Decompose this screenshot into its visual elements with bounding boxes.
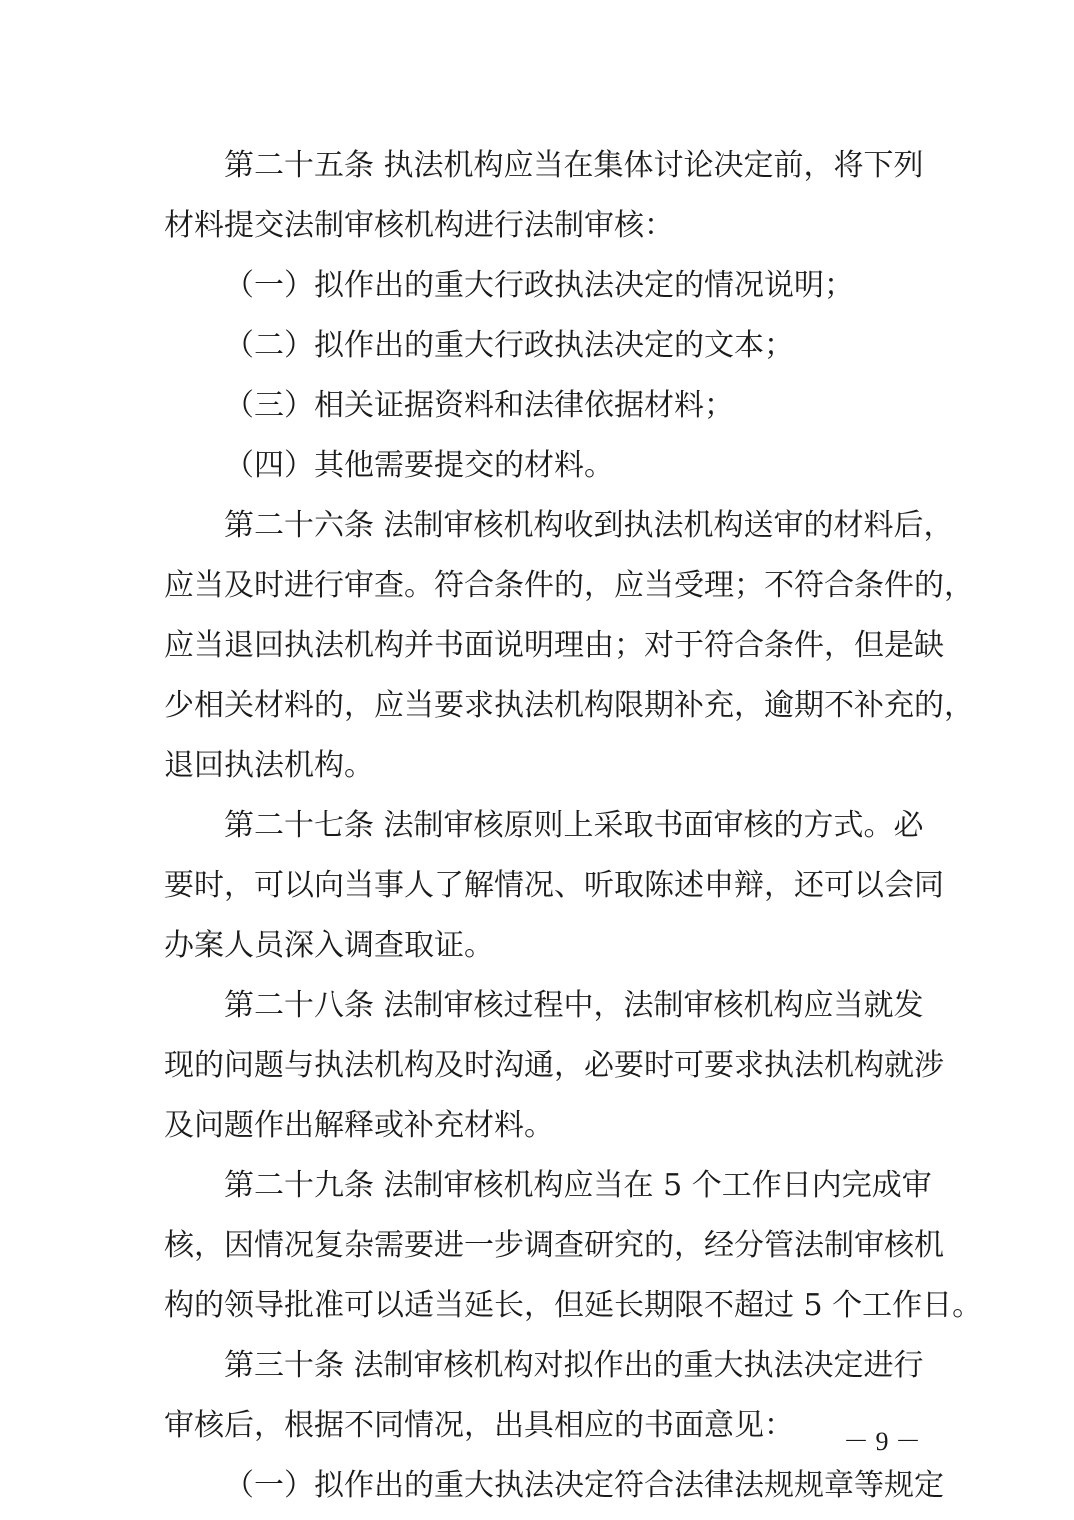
article-27-line-3: 办案人员深入调查取证。 [164, 928, 494, 963]
article-25-item-2: （二）拟作出的重大行政执法决定的文本； [224, 328, 794, 363]
article-30-line-1: 第三十条 法制审核机构对拟作出的重大执法决定进行 [224, 1348, 924, 1383]
article-27-line-2: 要时，可以向当事人了解情况、听取陈述申辩，还可以会同 [164, 868, 944, 903]
article-30-line-2: 审核后，根据不同情况，出具相应的书面意见： [164, 1408, 794, 1443]
article-28-line-2: 现的问题与执法机构及时沟通，必要时可要求执法机构就涉 [164, 1048, 944, 1083]
article-25-line-1: 第二十五条 执法机构应当在集体讨论决定前，将下列 [224, 148, 924, 183]
page-number: － 9 － [842, 1427, 921, 1456]
article-26-line-3: 应当退回执法机构并书面说明理由；对于符合条件，但是缺 [164, 628, 944, 663]
article-26-line-2: 应当及时进行审查。符合条件的，应当受理；不符合条件的， [164, 568, 974, 603]
article-27-line-1: 第二十七条 法制审核原则上采取书面审核的方式。必 [224, 808, 924, 843]
article-26-line-4: 少相关材料的，应当要求执法机构限期补充，逾期不补充的， [164, 688, 974, 723]
article-28-line-1: 第二十八条 法制审核过程中，法制审核机构应当就发 [224, 988, 924, 1023]
article-26-line-5: 退回执法机构。 [164, 748, 374, 783]
article-26-line-1: 第二十六条 法制审核机构收到执法机构送审的材料后， [224, 508, 954, 543]
article-29-line-1: 第二十九条 法制审核机构应当在 5 个工作日内完成审 [224, 1168, 932, 1203]
article-29-line-2: 核，因情况复杂需要进一步调查研究的，经分管法制审核机 [164, 1228, 944, 1263]
article-25-line-2: 材料提交法制审核机构进行法制审核： [164, 208, 674, 243]
article-28-line-3: 及问题作出解释或补充材料。 [164, 1108, 554, 1143]
article-25-item-1: （一）拟作出的重大行政执法决定的情况说明； [224, 268, 854, 303]
article-30-item-1: （一）拟作出的重大执法决定符合法律法规规章等规定 [224, 1468, 944, 1503]
article-25-item-3: （三）相关证据资料和法律依据材料； [224, 388, 734, 423]
article-25-item-4: （四）其他需要提交的材料。 [224, 448, 614, 483]
article-29-line-3: 构的领导批准可以适当延长，但延长期限不超过 5 个工作日。 [164, 1288, 983, 1323]
